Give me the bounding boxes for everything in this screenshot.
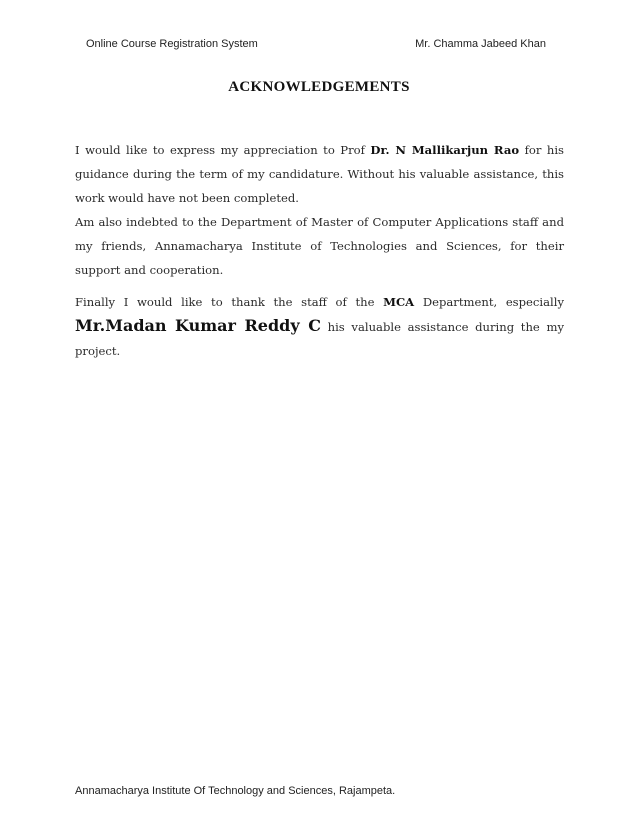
header-author-name: Mr. Chamma Jabeed Khan (415, 38, 546, 50)
paragraph-text: for his guidance during the term of my candidature. Without his valuable assistance, this work would have not been completed. (75, 143, 564, 205)
staff-name: Mr.Madan Kumar Reddy C (75, 316, 321, 335)
paragraph-text: I would like to express my appreciation to Prof (75, 143, 371, 157)
paragraph-appreciation (75, 138, 564, 210)
footer-institute: Annamacharya Institute Of Technology and Sciences, Rajampeta. (75, 785, 396, 797)
page-title: ACKNOWLEDGEMENTS (228, 79, 410, 95)
paragraph-first-line (75, 290, 564, 314)
paragraph-text: Finally I would like to thank the staff of the (75, 295, 384, 309)
header-project-title: Online Course Registration System (86, 38, 258, 50)
paragraph-text: Department, especially (414, 295, 564, 309)
department-name: MCA (383, 295, 415, 309)
paragraph-thanks (75, 290, 564, 363)
professor-name: Dr. N Mallikarjun Rao (370, 143, 520, 157)
paragraph-indebted: Am also indebted to the Department of Master of Computer Applications staff and my friends, Annamacharya Institute of Technologies and Sciences, for their support and cooperation. (75, 215, 564, 277)
paragraph-text: his valuable assistance during the my project. (75, 320, 565, 358)
